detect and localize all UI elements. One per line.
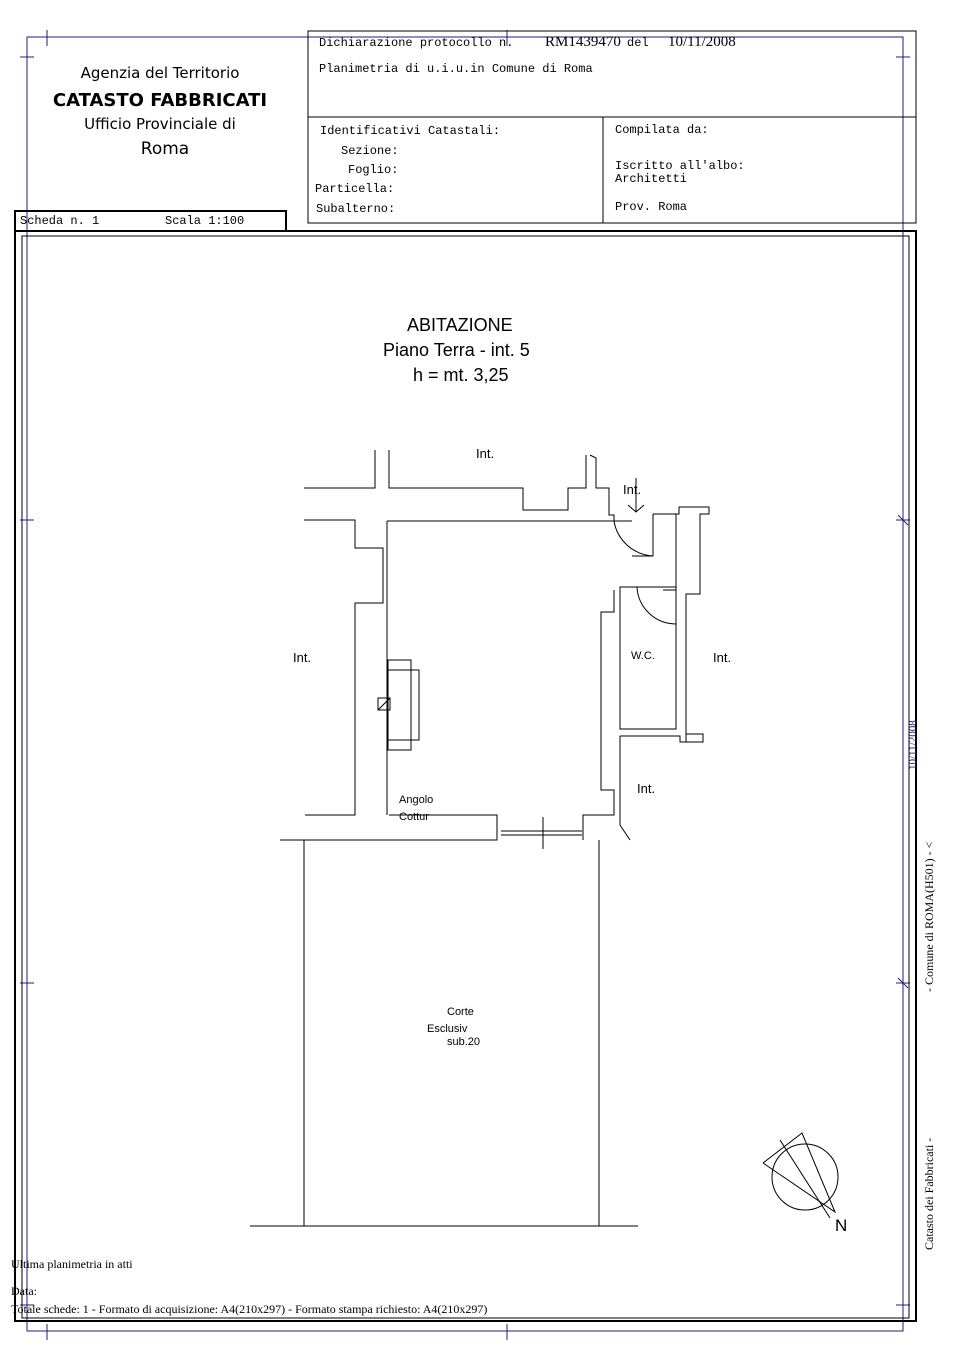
plan-height: h = mt. 3,25 bbox=[413, 365, 509, 385]
agency-name: Agenzia del Territorio bbox=[80, 64, 240, 82]
office-name: Ufficio Provinciale di bbox=[84, 115, 236, 133]
label-corte: Corte bbox=[447, 1006, 474, 1018]
footer-ultima: Ultima planimetria in atti bbox=[11, 1257, 133, 1271]
label-int-bottom: Int. bbox=[637, 781, 656, 796]
side-catasto: Catasto dei Fabbricati - bbox=[922, 1137, 936, 1250]
side-date: 10/11/2008 bbox=[907, 720, 919, 770]
identificativi-label: Identificativi Catastali: bbox=[320, 124, 501, 138]
foglio-label: Foglio: bbox=[348, 163, 399, 177]
header-frame bbox=[15, 31, 916, 1321]
protocol-number: RM1439470 bbox=[545, 34, 621, 50]
side-comune: - Comune di ROMA(H501) - < bbox=[922, 841, 936, 992]
plan-title: ABITAZIONE bbox=[407, 315, 513, 335]
protocol-del: del bbox=[627, 36, 649, 50]
footer-data: Data: bbox=[11, 1284, 37, 1298]
office-city: Roma bbox=[140, 139, 190, 159]
protocol-label: Dichiarazione protocollo n. bbox=[319, 36, 514, 50]
label-esclusiv: Esclusiv bbox=[427, 1023, 468, 1035]
protocol-date: 10/11/2008 bbox=[668, 34, 736, 50]
label-int-right: Int. bbox=[713, 650, 732, 665]
north-label: N bbox=[835, 1216, 848, 1235]
label-int-entry: Int. bbox=[623, 482, 642, 497]
label-int-left: Int. bbox=[293, 650, 312, 665]
particella-label: Particella: bbox=[315, 182, 395, 196]
sezione-label: Sezione: bbox=[341, 144, 399, 158]
label-wc: W.C. bbox=[631, 650, 655, 662]
prov-value: Prov. Roma bbox=[615, 200, 688, 214]
label-cottur: Cottur bbox=[399, 811, 429, 823]
scale: Scala 1:100 bbox=[165, 214, 245, 228]
albo-value: Architetti bbox=[615, 172, 688, 186]
compilata-label: Compilata da: bbox=[615, 123, 709, 137]
label-angolo: Angolo bbox=[399, 794, 434, 806]
footer-totale: Totale schede: 1 - Formato di acquisizione: A4(210x297) - Formato stampa richiesto: A4(210x297) bbox=[11, 1302, 488, 1316]
subalterno-label: Subalterno: bbox=[316, 202, 396, 216]
outer-frame bbox=[20, 30, 910, 1340]
label-int-top: Int. bbox=[476, 446, 495, 461]
plan-floor: Piano Terra - int. 5 bbox=[383, 340, 530, 360]
walls bbox=[250, 450, 838, 1226]
iscritto-label: Iscritto all'albo: bbox=[615, 159, 745, 173]
planimetry-title: Planimetria di u.i.u.in Comune di Roma bbox=[319, 62, 593, 76]
label-sub: sub.20 bbox=[447, 1036, 481, 1048]
scheda-number: Scheda n. 1 bbox=[20, 214, 100, 228]
catasto-title: CATASTO FABBRICATI bbox=[52, 90, 268, 111]
